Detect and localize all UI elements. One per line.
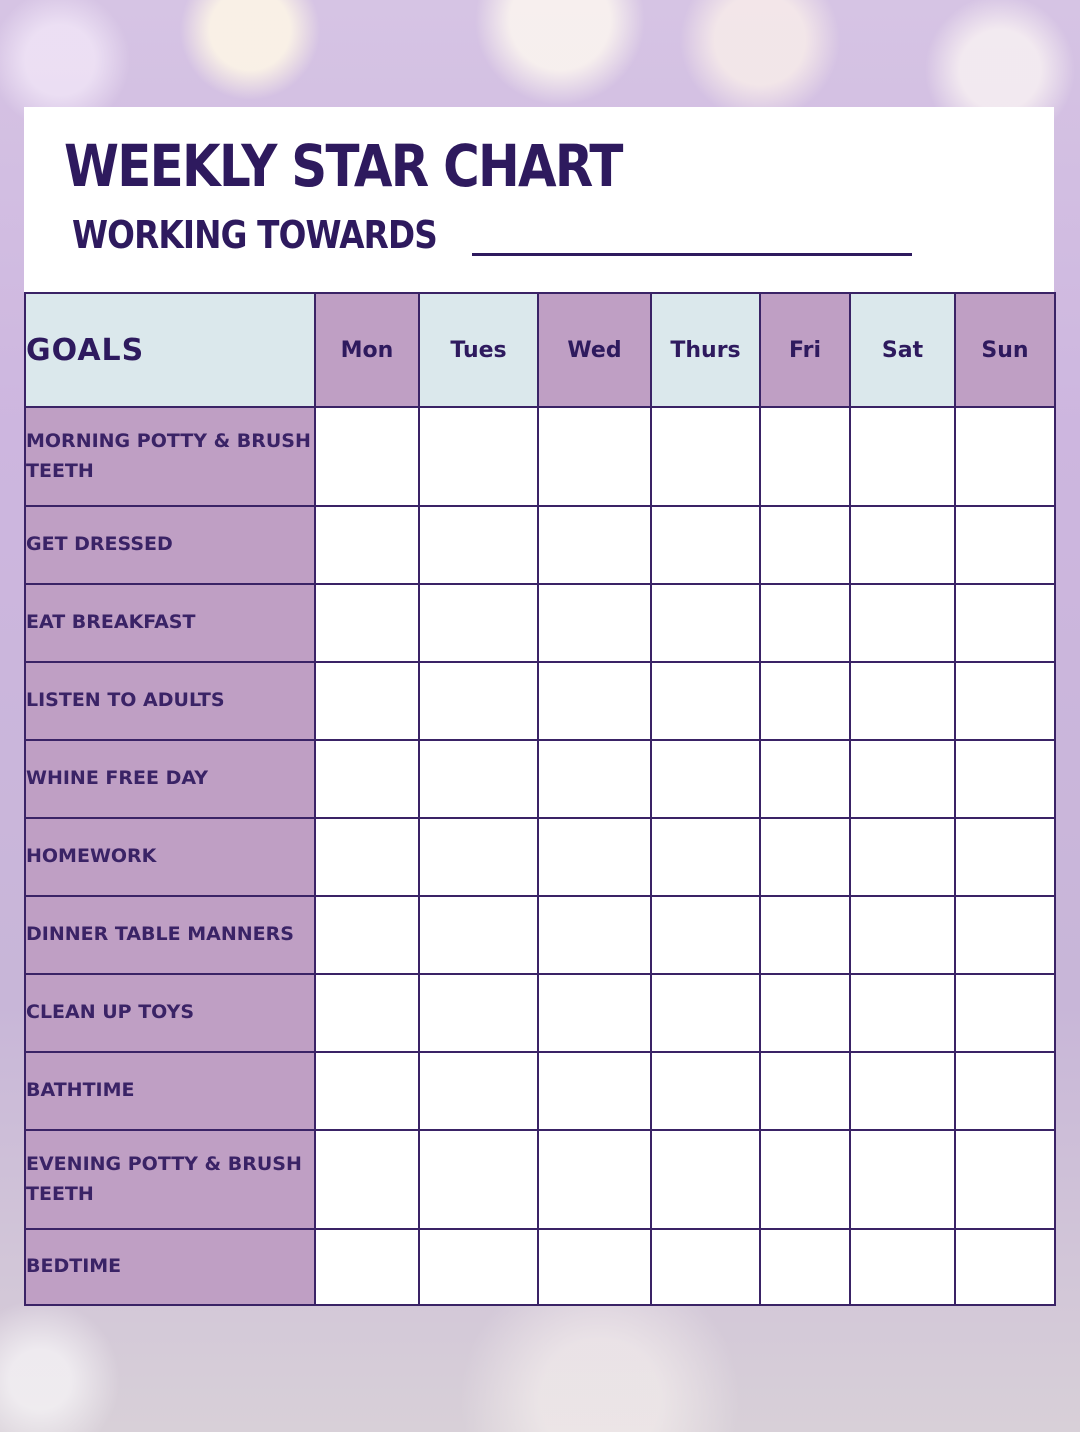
star-cell-fri[interactable] (760, 662, 850, 740)
star-cell-sun[interactable] (955, 1052, 1055, 1130)
goal-row (25, 407, 1055, 506)
working-towards-row (72, 213, 912, 257)
star-cell-wed[interactable] (538, 584, 651, 662)
star-cell-thurs[interactable] (651, 1052, 760, 1130)
star-cell-sun[interactable] (955, 506, 1055, 584)
star-cell-thurs[interactable] (651, 1130, 760, 1229)
goals-table (24, 292, 1056, 1306)
goal-row (25, 1130, 1055, 1229)
star-cell-tues[interactable] (419, 1229, 538, 1305)
star-cell-mon[interactable] (315, 1229, 419, 1305)
star-cell-tues[interactable] (419, 974, 538, 1052)
star-cell-wed[interactable] (538, 974, 651, 1052)
goal-label: GET DRESSED (25, 506, 315, 584)
star-cell-fri[interactable] (760, 1130, 850, 1229)
star-cell-fri[interactable] (760, 1229, 850, 1305)
star-cell-thurs[interactable] (651, 584, 760, 662)
day-header-sat: Sat (850, 293, 955, 407)
goal-label: WHINE FREE DAY (25, 740, 315, 818)
goal-row (25, 662, 1055, 740)
goal-label: LISTEN TO ADULTS (25, 662, 315, 740)
star-cell-wed[interactable] (538, 1130, 651, 1229)
day-header-wed: Wed (538, 293, 651, 407)
star-cell-sun[interactable] (955, 1229, 1055, 1305)
star-chart-sheet (24, 107, 1054, 1304)
working-towards-blank[interactable] (472, 213, 912, 256)
star-cell-sat[interactable] (850, 818, 955, 896)
star-cell-wed[interactable] (538, 662, 651, 740)
day-header-thurs: Thurs (651, 293, 760, 407)
star-cell-sun[interactable] (955, 974, 1055, 1052)
goal-row (25, 1052, 1055, 1130)
star-cell-fri[interactable] (760, 740, 850, 818)
goal-label: BEDTIME (25, 1229, 315, 1305)
goal-label: EAT BREAKFAST (25, 584, 315, 662)
star-cell-fri[interactable] (760, 584, 850, 662)
goal-row (25, 974, 1055, 1052)
star-cell-mon[interactable] (315, 974, 419, 1052)
goal-row (25, 1229, 1055, 1305)
star-cell-thurs[interactable] (651, 974, 760, 1052)
star-cell-wed[interactable] (538, 740, 651, 818)
star-cell-mon[interactable] (315, 740, 419, 818)
day-header-fri: Fri (760, 293, 850, 407)
star-cell-fri[interactable] (760, 974, 850, 1052)
goal-row (25, 818, 1055, 896)
star-cell-mon[interactable] (315, 584, 419, 662)
goal-label: EVENING POTTY & BRUSH TEETH (25, 1130, 315, 1229)
star-cell-sun[interactable] (955, 407, 1055, 506)
star-cell-thurs[interactable] (651, 740, 760, 818)
day-header-mon: Mon (315, 293, 419, 407)
star-cell-sun[interactable] (955, 896, 1055, 974)
star-cell-tues[interactable] (419, 662, 538, 740)
star-cell-thurs[interactable] (651, 896, 760, 974)
star-cell-tues[interactable] (419, 506, 538, 584)
goal-row (25, 506, 1055, 584)
working-towards-label: WORKING TOWARDS (72, 213, 437, 257)
star-cell-mon[interactable] (315, 1130, 419, 1229)
star-cell-wed[interactable] (538, 1229, 651, 1305)
page-title: WEEKLY STAR CHART (64, 132, 622, 200)
star-cell-sun[interactable] (955, 1130, 1055, 1229)
star-cell-sat[interactable] (850, 974, 955, 1052)
star-cell-sat[interactable] (850, 584, 955, 662)
star-cell-wed[interactable] (538, 407, 651, 506)
star-cell-wed[interactable] (538, 1052, 651, 1130)
goal-label: DINNER TABLE MANNERS (25, 896, 315, 974)
star-cell-tues[interactable] (419, 407, 538, 506)
star-cell-tues[interactable] (419, 740, 538, 818)
star-cell-fri[interactable] (760, 506, 850, 584)
star-cell-sat[interactable] (850, 1130, 955, 1229)
star-cell-tues[interactable] (419, 1130, 538, 1229)
star-cell-wed[interactable] (538, 896, 651, 974)
star-cell-sun[interactable] (955, 584, 1055, 662)
star-cell-fri[interactable] (760, 896, 850, 974)
star-cell-thurs[interactable] (651, 506, 760, 584)
star-cell-thurs[interactable] (651, 662, 760, 740)
day-header-tues: Tues (419, 293, 538, 407)
star-cell-mon[interactable] (315, 506, 419, 584)
star-cell-tues[interactable] (419, 584, 538, 662)
goal-row (25, 584, 1055, 662)
star-cell-mon[interactable] (315, 407, 419, 506)
star-cell-sun[interactable] (955, 662, 1055, 740)
goal-label: CLEAN UP TOYS (25, 974, 315, 1052)
star-cell-sat[interactable] (850, 896, 955, 974)
star-cell-tues[interactable] (419, 1052, 538, 1130)
star-cell-sat[interactable] (850, 1052, 955, 1130)
star-cell-mon[interactable] (315, 896, 419, 974)
star-cell-fri[interactable] (760, 1052, 850, 1130)
star-cell-sat[interactable] (850, 662, 955, 740)
star-cell-thurs[interactable] (651, 1229, 760, 1305)
goal-label: MORNING POTTY & BRUSH TEETH (25, 407, 315, 506)
star-cell-thurs[interactable] (651, 818, 760, 896)
star-cell-mon[interactable] (315, 1052, 419, 1130)
star-cell-sat[interactable] (850, 506, 955, 584)
day-header-sun: Sun (955, 293, 1055, 407)
star-cell-sun[interactable] (955, 818, 1055, 896)
goal-row (25, 740, 1055, 818)
star-cell-mon[interactable] (315, 818, 419, 896)
header-row (25, 293, 1055, 407)
goal-label: BATHTIME (25, 1052, 315, 1130)
star-cell-wed[interactable] (538, 818, 651, 896)
star-cell-tues[interactable] (419, 818, 538, 896)
star-cell-fri[interactable] (760, 407, 850, 506)
goal-label: HOMEWORK (25, 818, 315, 896)
star-cell-tues[interactable] (419, 896, 538, 974)
goals-header: GOALS (25, 293, 315, 407)
goal-row (25, 896, 1055, 974)
star-cell-wed[interactable] (538, 506, 651, 584)
star-cell-fri[interactable] (760, 818, 850, 896)
goal-rows (25, 407, 1055, 1305)
star-cell-sat[interactable] (850, 740, 955, 818)
star-cell-sat[interactable] (850, 407, 955, 506)
star-cell-thurs[interactable] (651, 407, 760, 506)
star-cell-sun[interactable] (955, 740, 1055, 818)
star-cell-sat[interactable] (850, 1229, 955, 1305)
star-cell-mon[interactable] (315, 662, 419, 740)
